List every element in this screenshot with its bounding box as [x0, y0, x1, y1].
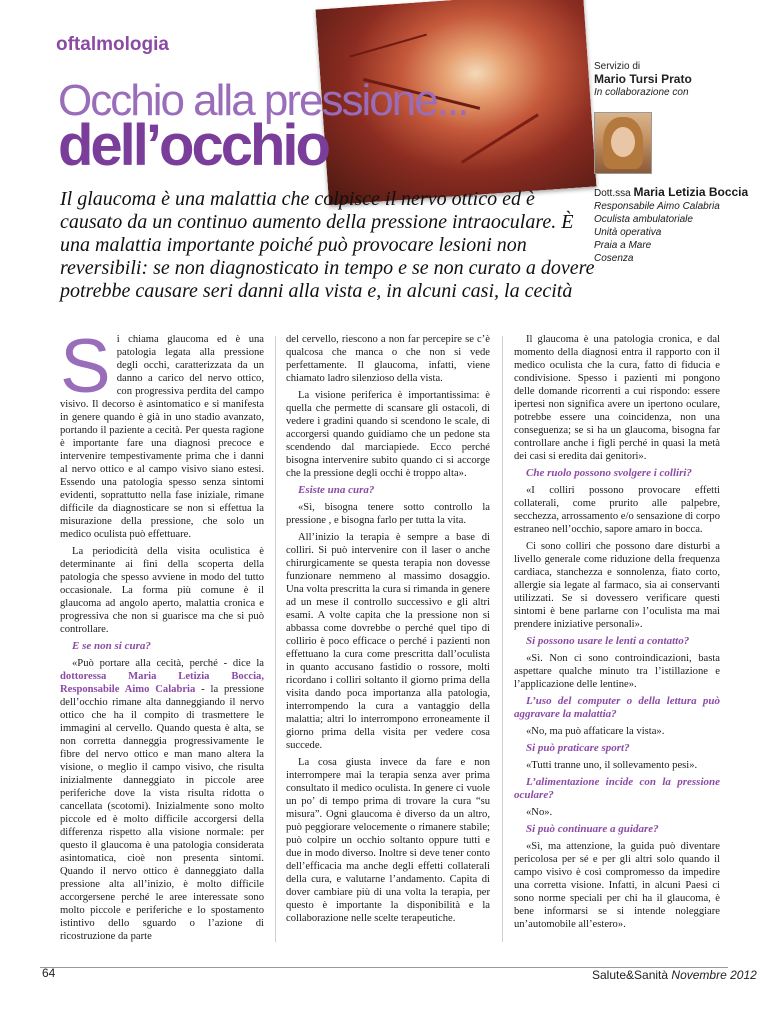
collaboration-label: In collaborazione con — [594, 87, 689, 98]
magazine-name: Salute&Sanità — [592, 968, 669, 982]
doctor-line: Responsabile Aimo Calabria — [594, 201, 720, 212]
column-divider — [275, 336, 276, 942]
paragraph-text: «Può portare alla cecità, perché - dice la — [72, 658, 264, 669]
doctor-name: Maria Letizia Boccia — [633, 185, 749, 199]
doctor-credits — [594, 185, 749, 265]
paragraph — [60, 324, 264, 541]
paragraph: «No, ma può affaticare la vista». — [526, 726, 665, 737]
column-divider — [502, 336, 503, 942]
doctor-line: Unità operativa — [594, 227, 662, 238]
doctor-portrait — [594, 112, 652, 174]
lead-paragraph: Il glaucoma è una malattia che colpisce il nervo ottico ed è causato da un continuo aumento della pressione intraoculare. È una malattia importante poiché può provocare lesioni non reversibili: se non diagnosticato in tempo e se non curato a dovere potrebbe causare seri danni alla vista e, in alcuni casi, la cecità — [60, 188, 595, 302]
paragraph: del cervello, riescono a non far percepire se c’è qualcosa che manca o che non si vede perfettamente. Il glaucoma, infatti, viene chiamato ladro silenzioso della vista. — [286, 334, 490, 384]
author-credits — [594, 60, 734, 99]
paragraph: La visione periferica è importantissima: è quella che permette di scansare gli ostacoli, di vedere i gradini quando si scendono le scale, di accorgersi quando guidiamo che un pedone sta scendendo dal marciapiede. Ecco perché bisogna intervenire subito quando ci si accorge che la pressione degli occhi è troppo alta». — [286, 390, 490, 479]
drop-cap: S — [60, 324, 111, 409]
paragraph-text: i chiama glaucoma ed è una patologia legata alla pressione degli occhi, caratterizzata da un danno a carico del nervo ottico, con progressiva perdita del campo visivo. Il decorso è asintomatico e si manifesta in genere quando è già in uno stadio avanzato, portando il paziente a cecità. Per questa ragione è importante fare una diagnosi precoce e intervenire tempestivamente prima che i danni al nervo ottico e al campo visivo siano estesi. Essendo una patologia spesso senza sintomi evidenti, soprattutto nella fase iniziale, rimane difficile da diagnosticare se non si effettua la misurazione della pressione, che solo un medico oculista può effettuare. — [60, 334, 264, 540]
paragraph: Ci sono colliri che possono dare disturbi a livello generale come riduzione della frequenza cardiaca, stanchezza e sonnolenza, fiato corto, allergie sia legate al farmaco, sia ai conservanti utilizzati. Se si dovessero verificare questi sintomi è bene parlarne con l’oculista ma mai prendere iniziative personali». — [514, 541, 720, 630]
paragraph — [60, 657, 264, 943]
paragraph: «Sì, ma attenzione, la guida può diventare pericolosa per sé e per gli altri solo quando il campo visivo è così compromesso da impedire una corretta visione. Infatti, in alcuni Paesi ci sono norme speciali per chi ha il glaucoma, è bene informarsi se si intende noleggiare un’automobile all’estero». — [514, 841, 720, 930]
doctor-line: Oculista ambulatoriale — [594, 214, 693, 225]
paragraph: «Tutti tranne uno, il sollevamento pesi». — [526, 760, 698, 771]
portrait-face — [611, 127, 635, 157]
footer-magazine — [592, 968, 757, 982]
question-heading: Si può praticare sport? — [526, 742, 630, 754]
question-heading: Si possono usare le lenti a contatto? — [526, 635, 690, 647]
paragraph: La cosa giusta invece da fare e non interrompere mai la terapia senza aver prima consultato il medico oculista. In genere ci vuole un po’ di tempo prima di trovare la cura “su misura”. Ogni glaucoma è diverso da un altro, può peggiorare velocemente o rimanere stabile; può colpire un occhio soltanto oppure tutti e due in modo diverso. Inoltre si deve tener conto dell’efficacia ma anche degli effetti collaterali della cura, e valutarne l’andamento. Capita di dover cambiare più di una volta la terapia, per questo è importante la disponibilità e la collaborazione nelle scelte terapeutiche. — [286, 757, 490, 924]
headline-line-1: Occhio alla pressione... — [58, 76, 468, 125]
paragraph: «Sì. Non ci sono controindicazioni, basta aspettare qualche minuto tra l’istillazione e l’applicazione delle lentine». — [514, 653, 720, 690]
author-name: Mario Tursi Prato — [594, 72, 692, 86]
paragraph: «No». — [526, 807, 553, 818]
question-heading: Si può continuare a guidare? — [526, 823, 659, 835]
article-column-3 — [514, 333, 720, 935]
doctor-highlight: dottoressa Maria Letizia Boccia, Responsabile Aimo Calabria — [60, 671, 264, 695]
service-label: Servizio di — [594, 61, 641, 72]
question-heading: L’alimentazione incide con la pressione oculare? — [514, 776, 720, 801]
headline-line-2: dell’occhio — [58, 113, 328, 178]
question-heading: Esiste una cura? — [298, 484, 375, 496]
doctor-line: Cosenza — [594, 253, 634, 264]
issue-date: Novembre 2012 — [671, 968, 757, 982]
section-tag: oftalmologia — [56, 34, 169, 55]
doctor-prefix: Dott.ssa — [594, 188, 631, 199]
doctor-title — [594, 185, 749, 200]
paragraph-text: - la pressione dell’occhio rimane alta danneggiando il nervo ottico che ha il compito di trasmettere le immagini al cervello. Quando questa è alta, se non corretta danneggia progressivamente le fibre del nervo ottico e man mano altera la visione, o meglio il campo visivo, che risulta inizialmente danneggiato in piccole aree periferiche dove la vista risulta ridotta o cancellata (scotomi). Inizialmente sono molto piccole ed è molto difficile accorgersi della differenza rispetto alla visione normale: per questo il glaucoma è una patologia considerata asintomatica, cioè non presenta sintomi. Quando il nervo ottico è danneggiato dalla pressione alta all’inizio, è molto difficile accorgersene perché le aree interessate sono molto piccole e periferiche e lo spostamento istintivo dello sguardo o l’azione di ricostruzione da parte — [60, 684, 264, 942]
page-number: 64 — [42, 966, 56, 980]
question-heading: L’uso del computer o della lettura può aggravare la malattia? — [514, 695, 720, 720]
paragraph: La periodicità della visita oculistica è determinante ai fini della scoperta della patologia che spesso avviene in modo del tutto occasionale. La forma più comune è il glaucoma ad angolo aperto, malattia cronica e progressiva che non si guarisce ma che si può controllare. — [60, 546, 264, 635]
question-heading: E se non si cura? — [72, 640, 151, 652]
paragraph: Il glaucoma è una patologia cronica, e dal momento della diagnosi entra il rapporto con il medico oculista che la cura, fatto di fiducia e condivisione. Spesso i pazienti mi pongono delle domande ricorrenti a cui rispondo: essere ipertesi non significa avere un ipertono oculare, potrebbe essere una coincidenza, non una conseguenza; se si ha un glaucoma, bisogna far controllare anche i figli perché in quasi la metà dei casi si eredita dai genitori». — [514, 334, 720, 462]
article-column-1 — [60, 324, 264, 947]
paragraph: All’inizio la terapia è sempre a base di colliri. Si può intervenire con il laser o anche chirurgicamente se questa terapia non dovesse funzionare nemmeno al massimo dosaggio. Una volta prescritta la cura si rimanda in genere ad un mese il controllo successivo e gli altri esami. A volte capita che la pressione non si abbassa come dovrebbe o perché quel tipo di collirio è poco efficace o perché i pazienti non effettuano la cura come prescritta dall’oculista in quanto accusano fastidio o rossore, molti ricordano i colliri soltanto il giorno prima della visita dando poca importanza alla patologia, interrompendo la cura a vantaggio della malattia; altri lo interrompono erroneamente il giorno prima della visita per vedere cosa succede. — [286, 532, 490, 751]
article-column-2 — [286, 333, 490, 929]
paragraph: «I colliri possono provocare effetti collaterali, come prurito alle palpebre, secchezza, arrossamento e/o sensazione di corpo estraneo nell’occhio, sapore amaro in bocca. — [514, 485, 720, 535]
question-heading: Che ruolo possono svolgere i colliri? — [526, 467, 692, 479]
doctor-line: Praia a Mare — [594, 240, 652, 251]
paragraph: «Sì, bisogna tenere sotto controllo la pressione , e bisogna farlo per tutta la vita. — [286, 502, 490, 526]
